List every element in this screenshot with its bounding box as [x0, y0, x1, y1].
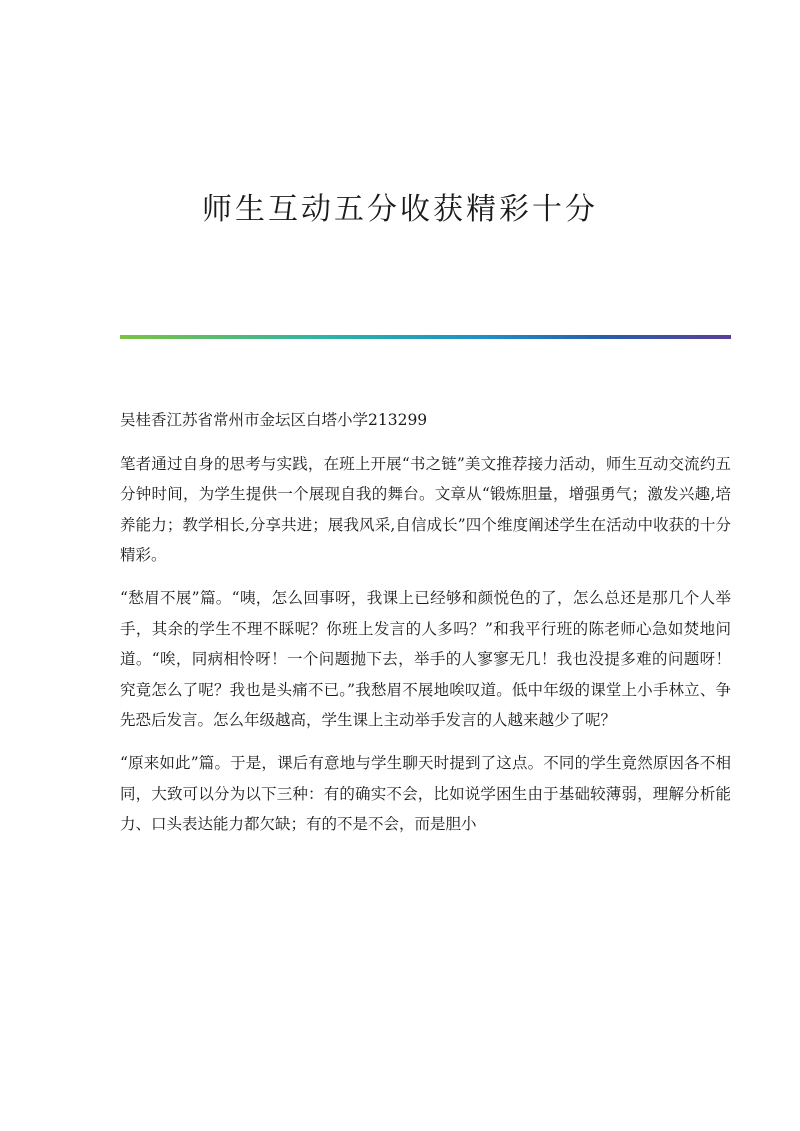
- document-title: 师生互动五分收获精彩十分: [202, 192, 598, 227]
- paragraph-abstract: 笔者通过自身的思考与实践，在班上开展“书之链”美文推荐接力活动，师生互动交流约五分钟时间，为学生提供一个展现自我的舞台。文章从“锻炼胆量，增强勇气；激发兴趣,培养能力；教学相长,分享共进；展我风采,自信成长”四个维度阐述学生在活动中收获的十分精彩。: [120, 454, 731, 565]
- paragraph-section-1: “愁眉不展”篇。“咦，怎么回事呀，我课上已经够和颜悦色的了，怎么总还是那几个人举手，其余的学生不理不睬呢？你班上发言的人多吗？”和我平行班的陈老师心急如焚地问道。“唉，同病相怜呀！一个问题抛下去，举手的人寥寥无几！我也没提多难的问题呀！究竟怎么了呢？我也是头痛不已。”我愁眉不展地唉叹道。低中年级的课堂上小手林立、争先恐后发言。怎么年级越高，学生课上主动举手发言的人越来越少了呢？: [120, 588, 731, 730]
- title-divider: [120, 335, 731, 339]
- document-body: [120, 405, 731, 852]
- author-line: 吴桂香江苏省常州市金坛区白塔小学213299: [120, 411, 428, 429]
- paragraph-section-2: “原来如此”篇。于是，课后有意地与学生聊天时提到了这点。不同的学生竟然原因各不相同，大致可以分为以下三种：有的确实不会，比如说学困生由于基础较薄弱，理解分析能力、口头表达能力都欠缺；有的不是不会，而是胆小: [120, 753, 731, 834]
